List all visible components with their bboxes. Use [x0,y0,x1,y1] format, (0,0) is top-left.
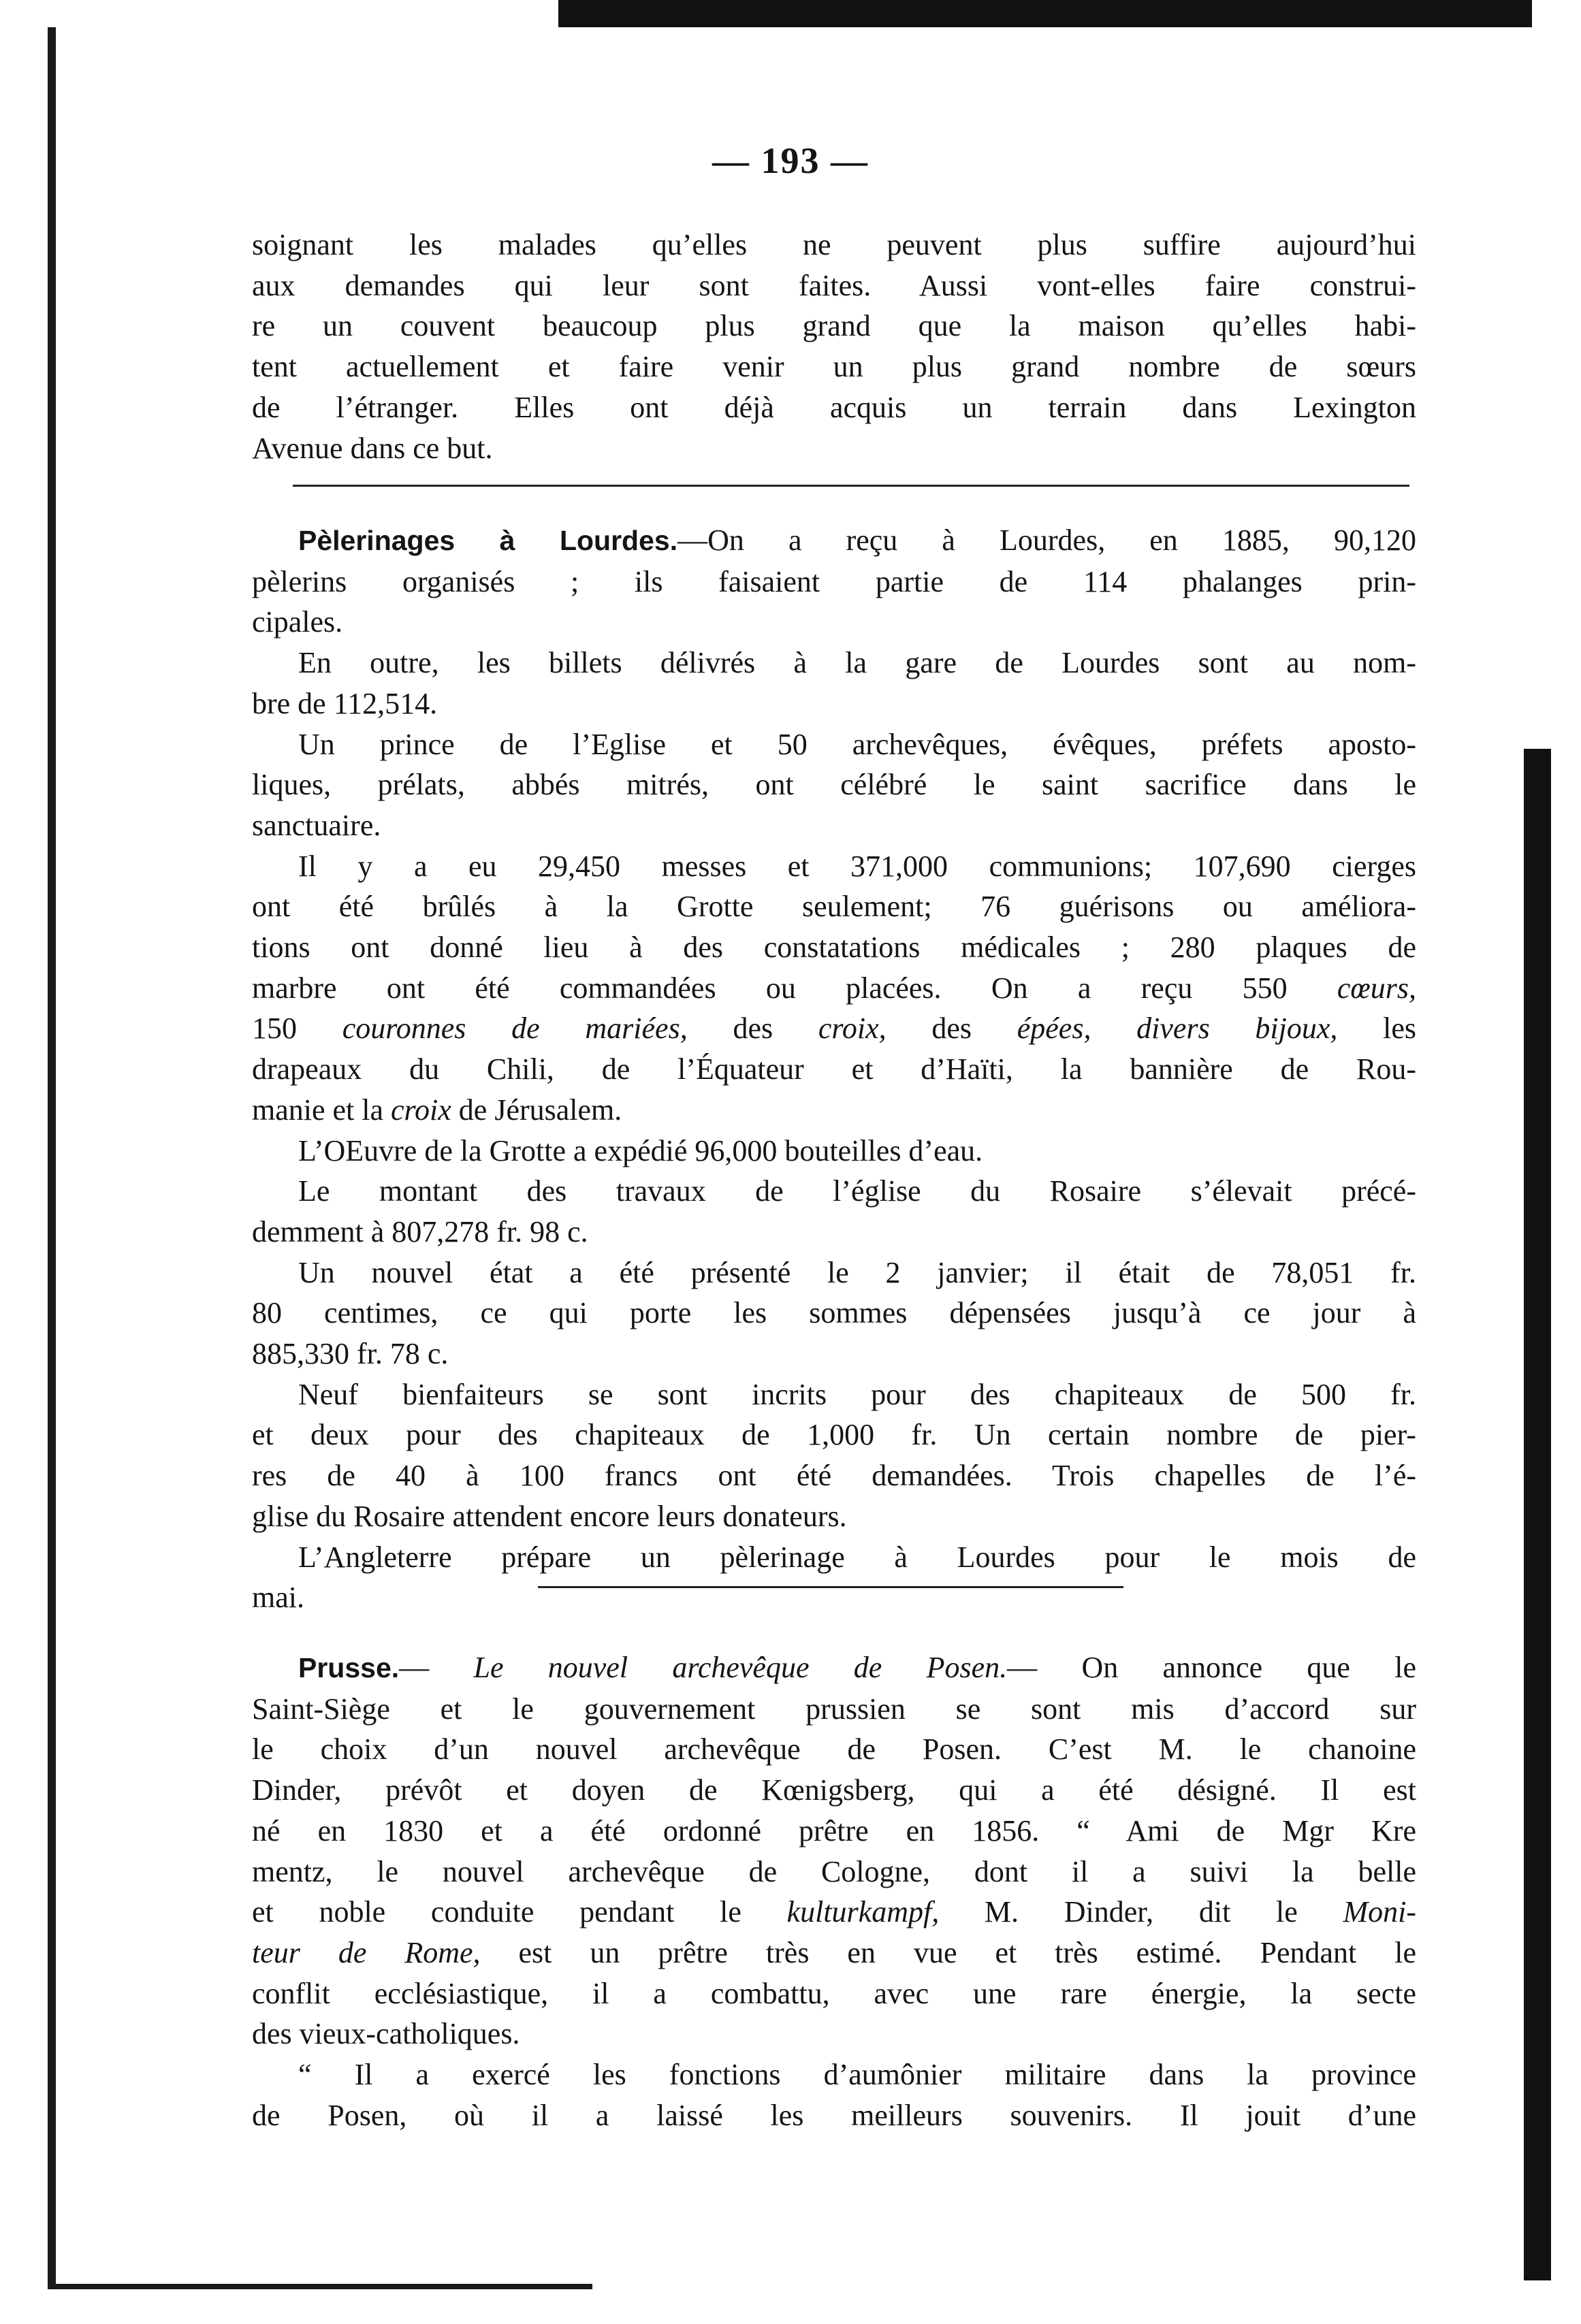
text-line: sanctuaire. [252,808,381,842]
text-line: Un prince de l’Eglise et 50 archevêques, évêques, préfets aposto- [298,727,1416,761]
text-line: 885,330 fr. 78 c. [252,1337,449,1371]
text-line [252,520,1416,562]
text-line: ont été brûlés à la Grotte seulement; 76 guérisons ou améliora- [252,890,1416,924]
text-run: — [399,1651,430,1684]
text-line [252,1008,1416,1049]
text-run: des [931,1012,972,1046]
text-line: le choix d’un nouvel archevêque de Posen. C’est M. le chanoine [252,1732,1416,1766]
italic-run: Le nouvel archevêque de Posen. [473,1651,1008,1684]
text-run: et noble conduite pendant le [252,1895,741,1929]
intro-paragraph [252,225,1416,468]
text-line: Il y a eu 29,450 messes et 371,000 communions; 107,690 cierges [298,849,1416,883]
lourdes-section [252,520,1416,1618]
prusse-section [252,1647,1416,2135]
text-run: marbre ont été commandées ou placées. On a reçu 550 [252,971,1288,1005]
text-line: Avenue dans ce but. [252,431,493,465]
text-run: de Jérusalem. [458,1093,622,1127]
text-line: En outre, les billets délivrés à la gare de Lourdes sont au nom- [298,646,1416,680]
italic-run: kulturkampf, [786,1895,940,1929]
text-run: des [733,1012,773,1046]
text-line: soignant les malades qu’elles ne peuvent plus suffire aujourd’hui [252,228,1416,261]
text-line: Un nouvel état a été présenté le 2 janvier; il était de 78,051 fr. [298,1255,1416,1289]
text-line: Dinder, prévôt et doyen de Kœnigsberg, qui a été désigné. Il est [252,1773,1416,1807]
text-run: est un prêtre très en vue et très estimé. Pendant le [518,1935,1416,1969]
text-line: bre de 112,514. [252,686,438,720]
text-line [252,1647,1416,1689]
scan-bottom-edge [48,2284,592,2289]
text-line: et deux pour des chapiteaux de 1,000 fr. Un certain nombre de pier- [252,1418,1416,1452]
italic-run: Moni- [1343,1895,1416,1929]
text-line: de Posen, où il a laissé les meilleurs souvenirs. Il jouit d’une [252,2098,1416,2132]
text-line: Saint-Siège et le gouvernement prussien se sont mis d’accord sur [252,1692,1416,1726]
text-line: glise du Rosaire attendent encore leurs donateurs. [252,1499,847,1533]
text-line: pèlerins organisés ; ils faisaient partie de 114 phalanges prin- [252,564,1416,598]
text-line: tent actuellement et faire venir un plus grand nombre de sœurs [252,350,1416,384]
text-line: “ Il a exercé les fonctions d’aumônier militaire dans la province [298,2058,1416,2092]
scan-top-rule [558,0,1532,27]
text-line [252,1933,1416,1973]
text-run: — On annonce que le [1007,1651,1416,1684]
text-line: res de 40 à 100 francs ont été demandées. Trois chapelles de l’é- [252,1459,1416,1493]
text-line: tions ont donné lieu à des constatations médicales ; 280 plaques de [252,931,1416,965]
section-divider [538,1586,1123,1588]
page-number: — 193 — [712,140,869,181]
italic-run: cœurs, [1337,971,1416,1005]
text-run: —On a reçu à Lourdes, en 1885, 90,120 [677,523,1416,557]
text-run: les [1383,1012,1416,1046]
prusse-heading: Prusse. [298,1652,400,1683]
italic-run: croix [391,1093,451,1127]
text-line: cipales. [252,605,343,639]
text-line: Le montant des travaux de l’église du Rosaire s’élevait précé- [298,1174,1416,1208]
text-line: mai. [252,1581,304,1615]
italic-run: teur de Rome, [252,1935,481,1969]
section-divider [293,485,1409,487]
text-line: aux demandes qui leur sont faites. Aussi vont-elles faire construi- [252,268,1416,302]
text-line: drapeaux du Chili, de l’Équateur et d’Haïti, la bannière de Rou- [252,1052,1416,1086]
text-line: liques, prélats, abbés mitrés, ont célébré le saint sacrifice dans le [252,768,1416,802]
text-run: M. Dinder, dit le [984,1895,1298,1929]
text-line: né en 1830 et a été ordonné prêtre en 1856. “ Ami de Mgr Kre [252,1813,1416,1847]
text-line: des vieux-catholiques. [252,2017,520,2051]
text-line: demment à 807,278 fr. 98 c. [252,1214,588,1248]
scan-right-edge [1524,749,1551,2280]
text-line: mentz, le nouvel archevêque de Cologne, dont il a suivi la belle [252,1854,1416,1888]
italic-run: couronnes de mariées, [342,1012,688,1046]
text-run: manie et la [252,1093,384,1127]
text-line: re un couvent beaucoup plus grand que la maison qu’elles habi- [252,309,1416,343]
lourdes-heading: Pèlerinages à Lourdes. [298,525,678,556]
text-line: conflit ecclésiastique, il a combattu, avec une rare énergie, la secte [252,1976,1416,2010]
text-line: 80 centimes, ce qui porte les sommes dépensées jusqu’à ce jour à [252,1296,1416,1330]
text-line [252,1090,1416,1131]
text-line [252,968,1416,1009]
italic-run: épées, divers bijoux, [1017,1012,1338,1046]
scan-left-edge [48,27,56,2287]
text-line: Neuf bienfaiteurs se sont incrits pour des chapiteaux de 500 fr. [298,1377,1416,1411]
text-run: 150 [252,1012,297,1046]
text-line: de l’étranger. Elles ont déjà acquis un terrain dans Lexington [252,390,1416,424]
italic-run: croix, [818,1012,887,1046]
text-line: L’Angleterre prépare un pèlerinage à Lourdes pour le mois de [298,1540,1416,1574]
text-line: L’OEuvre de la Grotte a expédié 96,000 bouteilles d’eau. [298,1133,983,1167]
text-line [252,1892,1416,1933]
